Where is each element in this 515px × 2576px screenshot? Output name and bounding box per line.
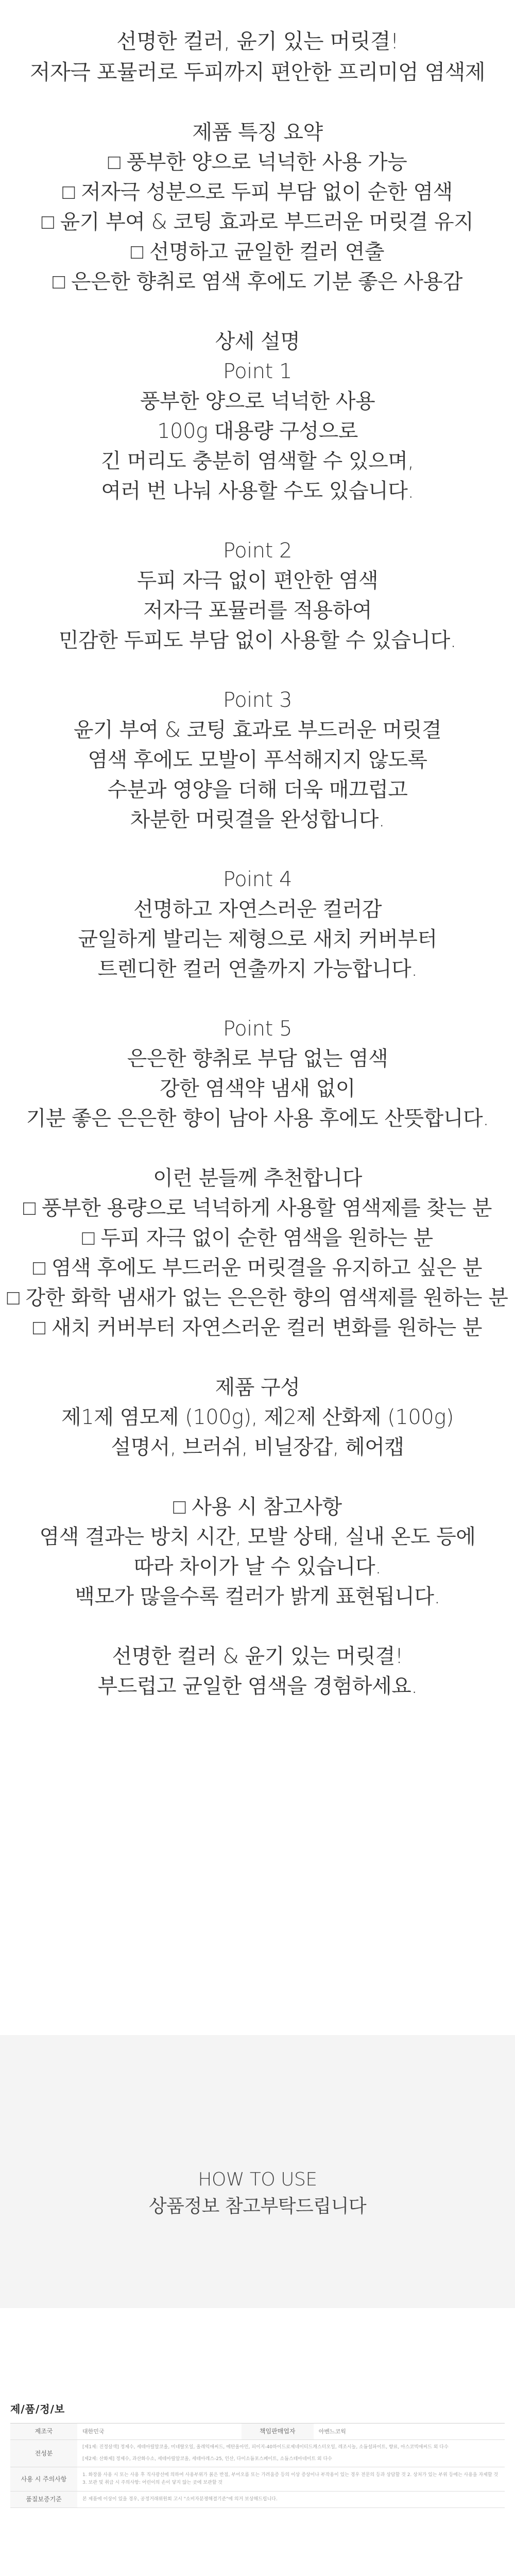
caution-label: 사용 시 주의사항 [10,2467,77,2492]
point-line: 저자극 포뮬러를 적용하여 [143,599,372,622]
point-title: Point 2 [223,539,292,563]
point-title: Point 3 [223,688,292,712]
summary-item: □ 선명하고 균일한 컬러 연출 [130,240,385,264]
point-line: 100g 대용량 구성으로 [157,419,358,443]
closing-section [0,1641,515,1701]
how-to-use-note: 상품정보 참고부탁드립니다 [148,2196,367,2217]
point-title: Point 5 [223,1017,292,1041]
ingredients-label: 전성분 [10,2440,77,2467]
closing-line: 선명한 컬러 & 윤기 있는 머릿결! [112,1645,403,1668]
composition-line: 제1제 염모제 (100g), 제2제 산화제 (100g) [61,1405,454,1429]
seller-label: 책임판매업자 [242,2424,314,2440]
table-row [10,2424,505,2440]
table-row [10,2492,505,2508]
detail-title: 상세 설명 [215,330,300,353]
quality-value: 본 제품에 이상이 있을 경우, 공정거래위원회 고시 "소비자분쟁해결기준"에 의거 보상해드립니다. [77,2492,505,2508]
point-line: 풍부한 양으로 넉넉한 사용 [140,389,375,413]
point-line: 트렌디한 컬러 연출까지 가능합니다. [97,957,418,981]
composition-title: 제품 구성 [215,1376,300,1399]
point-title: Point 1 [223,360,292,383]
point-line: 두피 자극 없이 편안한 염색 [136,569,379,592]
recommend-item: □ 풍부한 용량으로 넉넉하게 사용할 염색제를 찾는 분 [23,1196,492,1220]
caution-value: 1. 화장품 사용 시 또는 사용 후 직사광선에 의하여 사용부위가 붉은 반점, 부어오름 또는 가려움증 등의 이상 증상이나 부작용이 있는 경우 전문의 등과 상담할 것 2. 상처가 있는 부위 등에는 사용을 자제할 것 3. 보관 및 취급 시 주의사항: 어린이의 손이 닿지 않는 곳에 보관할 것 [77,2467,505,2492]
point-line: 윤기 부여 & 코팅 효과로 부드러운 머릿결 [73,718,442,742]
notes-title: □ 사용 시 참고사항 [173,1495,342,1519]
ingredients-value [77,2440,505,2467]
notes-line: 염색 결과는 방치 시간, 모발 상태, 실내 온도 등에 [39,1525,476,1549]
point-line: 차분한 머릿결을 완성합니다. [130,808,385,832]
point-line: 기분 좋은 은은한 향이 남아 사용 후에도 산뜻합니다. [26,1107,489,1130]
notes-line: 따라 차이가 날 수 있습니다. [133,1555,382,1579]
summary-item: □ 은은한 향취로 염색 후에도 기분 좋은 사용감 [53,270,462,294]
composition-line: 설명서, 브러쉬, 비닐장갑, 헤어캡 [111,1435,404,1459]
hero-headline: 선명한 컬러, 윤기 있는 머릿결! [116,29,399,54]
point-line: 민감한 두피도 부담 없이 사용할 수 있습니다. [58,629,457,652]
product-info-section [10,2401,505,2508]
ingredients-part-2: [제2제: 산화제] 정제수, 과산화수소, 세테아릴알코올, 세테아레스-25, 인산, 다이소듐포스페이트, 소듐스테아네이트 외 다수 [82,2456,332,2462]
notes-section [0,1492,515,1612]
recommend-section [0,1163,515,1343]
summary-title: 제품 특징 요약 [192,121,323,144]
how-to-use-title: HOW TO USE [198,2169,317,2190]
maker-label: 제조국 [10,2424,77,2440]
quality-label: 품질보증기준 [10,2492,77,2508]
product-info-table [10,2423,505,2508]
recommend-item: □ 강한 화학 냄새가 없는 은은한 향의 염색제를 원하는 분 [7,1286,508,1310]
point-line: 선명하고 자연스러운 컬러감 [133,897,382,921]
seller-value: 아벤느코웍 [314,2424,505,2440]
detail-section [0,327,515,1133]
summary-section [0,117,515,297]
recommend-item: □ 염색 후에도 부드러운 머릿결을 유지하고 싶은 분 [33,1256,482,1280]
maker-value: 대한민국 [77,2424,242,2440]
ingredients-part-1: [제1제: 진정살색] 정제수, 세테아릴알코올, 미네랄오일, 올레익애씨드, 에탄올아민, 피이지-40하이드로제네이티드캐스터오일, 레조시놀, 소듐설파이트, 향료, 아스코빅애씨드 외 다수 [82,2445,449,2450]
point-line: 염색 후에도 모발이 푸석해지지 않도록 [88,748,427,772]
recommend-title: 이런 분들께 추천합니다 [153,1166,362,1190]
summary-item: □ 저자극 성분으로 두피 부담 없이 순한 염색 [62,180,453,204]
product-info-title: 제/품/정/보 [10,2403,65,2415]
notes-line: 백모가 많을수록 컬러가 밝게 표현됩니다. [75,1585,440,1608]
point-line: 강한 염색약 냄새 없이 [160,1077,355,1100]
point-line: 수분과 영양을 더해 더욱 매끄럽고 [107,778,408,802]
summary-item: □ 풍부한 양으로 넉넉한 사용 가능 [108,150,407,174]
point-line: 균일하게 발리는 제형으로 새치 커버부터 [78,927,437,951]
composition-section [0,1372,515,1462]
recommend-item: □ 새치 커버부터 자연스러운 컬러 변화를 원하는 분 [33,1316,482,1340]
summary-item: □ 윤기 부여 & 코팅 효과로 부드러운 머릿결 유지 [41,210,474,234]
closing-line: 부드럽고 균일한 염색을 경험하세요. [97,1674,418,1698]
recommend-item: □ 두피 자극 없이 순한 염색을 원하는 분 [82,1226,433,1250]
table-row [10,2467,505,2492]
how-to-use-banner [0,2035,515,2308]
point-title: Point 4 [223,868,292,891]
hero-subheadline: 저자극 포뮬러로 두피까지 편안한 프리미엄 염색제 [30,60,485,84]
point-line: 여러 번 나눠 사용할 수도 있습니다. [101,479,414,503]
point-line: 은은한 향취로 부담 없는 염색 [127,1047,388,1071]
hero-section [0,0,515,88]
point-line: 긴 머리도 충분히 염색할 수 있으며, [101,449,414,473]
table-row [10,2440,505,2467]
